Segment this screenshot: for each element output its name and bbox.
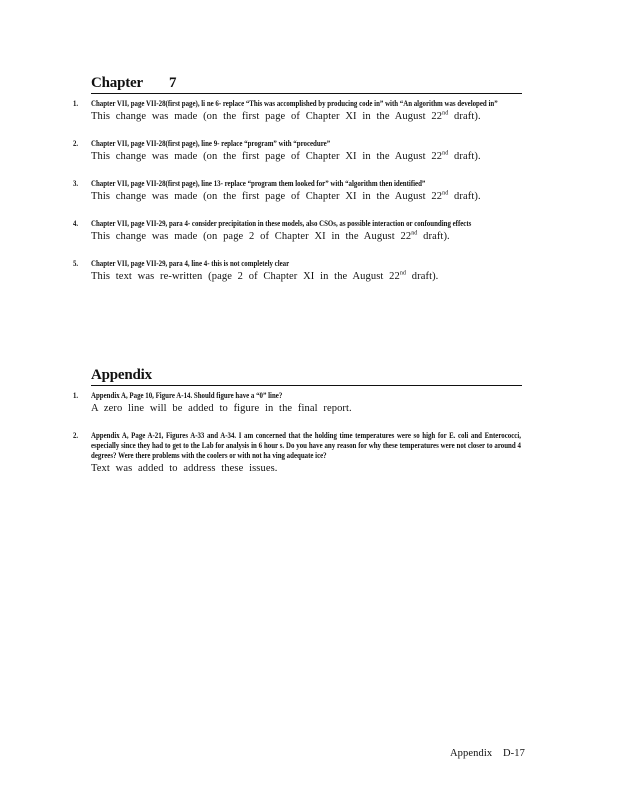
chapter-7-item-1 (70, 99, 522, 123)
appendix-heading (91, 367, 522, 386)
response-text: This change was made (on the first page of Chapter XI in the August 22nd draft). (91, 150, 481, 162)
item-number: 1. (73, 391, 79, 400)
chapter-7-item-2 (70, 139, 522, 163)
review-comment: Chapter VII, page VII-29, para 4, line 4- this is not completely clear (91, 259, 290, 268)
page-footer (450, 748, 525, 759)
appendix-item-1 (70, 391, 522, 415)
page-number: D-17 (502, 748, 525, 759)
item-number: 4. (73, 219, 79, 228)
chapter-number: 7 (168, 75, 177, 91)
chapter-7-item-3 (70, 179, 522, 203)
chapter-7-section (70, 75, 522, 283)
chapter-title: Chapter (91, 75, 143, 91)
chapter-7-item-4 (70, 219, 522, 243)
chapter-7-item-5 (70, 259, 522, 283)
appendix-section (70, 367, 522, 475)
response-text: This text was re-written (page 2 of Chapter XI in the August 22nd draft). (91, 270, 439, 282)
appendix-comment-list (70, 391, 522, 475)
chapter-7-comment-list (70, 99, 522, 283)
item-number: 5. (73, 259, 79, 268)
response-text: This change was made (on page 2 of Chapter XI in the August 22nd draft). (91, 230, 450, 242)
footer-label: Appendix (450, 748, 493, 759)
chapter-7-heading (91, 75, 522, 94)
review-comment: Chapter VII, page VII-28(first page), line 13- replace “program them looked for” with “algorithm then identified” (91, 179, 426, 188)
review-comment: Chapter VII, page VII-29, para 4- consider precipitation in these models, also CSOs, as possible interaction or confounding effects (91, 219, 472, 228)
appendix-title: Appendix (91, 367, 152, 383)
review-comment: Chapter VII, page VII-28(first page), line 9- replace “program” with “procedure” (91, 139, 331, 148)
item-number: 1. (73, 99, 79, 108)
review-comment: Chapter VII, page VII-28(first page), li ne 6- replace “This was accomplished by producing code in” with “An algorithm was developed in” (91, 99, 498, 108)
item-number: 3. (73, 179, 79, 188)
item-number: 2. (73, 139, 79, 148)
item-number: 2. (73, 431, 79, 440)
response-text: A zero line will be added to figure in the final report. (91, 403, 352, 414)
response-text: This change was made (on the first page of Chapter XI in the August 22nd draft). (91, 110, 481, 122)
appendix-item-2 (70, 431, 522, 475)
response-text: This change was made (on the first page of Chapter XI in the August 22nd draft). (91, 190, 481, 202)
review-comment: Appendix A, Page 10, Figure A-14. Should figure have a “0” line? (91, 391, 283, 400)
review-comment: Appendix A, Page A-21, Figures A-33 and A-34. I am concerned that the holding time temperatures were so high for E. coli and Enterococci, especially since they had to get to the Lab for analysis in 6 hour s. Do you have any reason for why these temperatures were not closer to around 4 degrees? Were there problems with the coolers or with not ha ving adequate ice? (91, 431, 521, 460)
response-text: Text was added to address these issues. (91, 463, 278, 474)
